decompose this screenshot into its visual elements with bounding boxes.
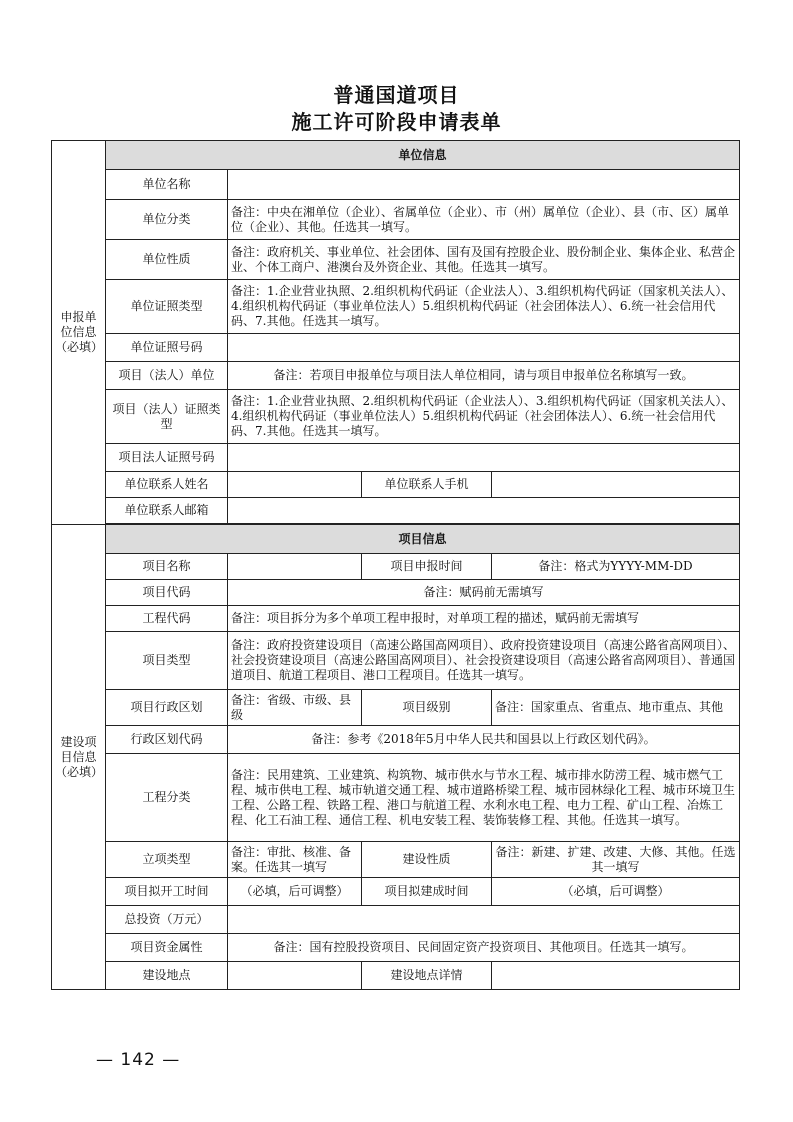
contact-email-label: 单位联系人邮箱: [106, 498, 228, 524]
unit-name-label: 单位名称: [106, 170, 228, 200]
finish-time-field[interactable]: （必填，后可调整）: [492, 878, 740, 906]
eng-class-field[interactable]: 备注：民用建筑、工业建筑、构筑物、城市供水与节水工程、城市排水防涝工程、城市燃气工程、城市供电工程、城市轨道交通工程、城市道路桥梁工程、城市园林绿化工程、城市环境卫生工程、公路工程、铁路工程、港口与航道工程、水利水电工程、电力工程、矿山工程、冶炼工程、化工石油工程、通信工程、机电安装工程、装饰装修工程、其他。任选其一填写。: [228, 754, 740, 842]
legal-cert-no-field[interactable]: [228, 444, 740, 472]
admin-code-field[interactable]: 备注：参考《2018年5月中华人民共和国县以上行政区划代码》。: [228, 726, 740, 754]
admin-code-label: 行政区划代码: [106, 726, 228, 754]
document-title-line1: 普通国道项目: [333, 83, 460, 107]
contact-email-field[interactable]: [228, 498, 740, 524]
fund-attr-label: 项目资金属性: [106, 934, 228, 962]
project-side-label: 建设项目信息（必填）: [52, 525, 106, 990]
contact-name-label: 单位联系人姓名: [106, 472, 228, 498]
eng-code-field[interactable]: 备注：项目拆分为多个单项工程申报时，对单项工程的描述，赋码前无需填写: [228, 606, 740, 632]
application-form-table: [51, 140, 740, 990]
contact-name-field[interactable]: [228, 472, 362, 498]
page-number: — 142 —: [96, 1050, 181, 1070]
unit-nature-field[interactable]: 备注：政府机关、事业单位、社会团体、国有及国有控股企业、股份制企业、集体企业、私营企业、个体工商户、港澳台及外资企业、其他。任选其一填写。: [228, 240, 740, 280]
unit-cert-type-field[interactable]: 备注：1.企业营业执照、2.组织机构代码证（企业法人）、3.组织机构代码证（国家机关法人）、4.组织机构代码证（事业单位法人）5.组织机构代码证（社会团体法人）、6.统一社会信用代码、7.其他。任选其一填写。: [228, 280, 740, 334]
unit-category-label: 单位分类: [106, 200, 228, 240]
unit-cert-no-label: 单位证照号码: [106, 334, 228, 362]
start-time-label: 项目拟开工时间: [106, 878, 228, 906]
investment-label: 总投资（万元）: [106, 906, 228, 934]
contact-phone-label: 单位联系人手机: [362, 472, 492, 498]
unit-name-field[interactable]: [228, 170, 740, 200]
unit-cert-no-field[interactable]: [228, 334, 740, 362]
finish-time-label: 项目拟建成时间: [362, 878, 492, 906]
site-detail-field[interactable]: [492, 962, 740, 990]
project-name-field[interactable]: [228, 554, 362, 580]
admin-div-field[interactable]: 备注：省级、市级、县级: [228, 690, 362, 726]
site-field[interactable]: [228, 962, 362, 990]
project-code-label: 项目代码: [106, 580, 228, 606]
investment-field[interactable]: [228, 906, 740, 934]
build-nature-label: 建设性质: [362, 842, 492, 878]
build-nature-field[interactable]: 备注：新建、扩建、改建、大修、其他。任选其一填写: [492, 842, 740, 878]
admin-div-label: 项目行政区划: [106, 690, 228, 726]
eng-class-label: 工程分类: [106, 754, 228, 842]
start-time-field[interactable]: （必填，后可调整）: [228, 878, 362, 906]
apply-time-field[interactable]: 备注：格式为YYYY-MM-DD: [492, 554, 740, 580]
project-level-label: 项目级别: [362, 690, 492, 726]
project-level-field[interactable]: 备注：国家重点、省重点、地市重点、其他: [492, 690, 740, 726]
project-type-field[interactable]: 备注：政府投资建设项目（高速公路国高网项目）、政府投资建设项目（高速公路省高网项目）、社会投资建设项目（高速公路国高网项目）、社会投资建设项目（高速公路省高网项目）、普通国道项目、航道工程项目、港口工程项目。任选其一填写。: [228, 632, 740, 690]
approval-type-field[interactable]: 备注：审批、核准、备案。任选其一填写: [228, 842, 362, 878]
site-detail-label: 建设地点详情: [362, 962, 492, 990]
fund-attr-field[interactable]: 备注：国有控股投资项目、民间固定资产投资项目、其他项目。任选其一填写。: [228, 934, 740, 962]
unit-nature-label: 单位性质: [106, 240, 228, 280]
unit-cert-type-label: 单位证照类型: [106, 280, 228, 334]
contact-phone-field[interactable]: [492, 472, 740, 498]
legal-cert-no-label: 项目法人证照号码: [106, 444, 228, 472]
unit-section-header: 单位信息: [106, 141, 740, 170]
project-type-label: 项目类型: [106, 632, 228, 690]
eng-code-label: 工程代码: [106, 606, 228, 632]
site-label: 建设地点: [106, 962, 228, 990]
project-name-label: 项目名称: [106, 554, 228, 580]
approval-type-label: 立项类型: [106, 842, 228, 878]
unit-side-label: 申报单位信息（必填）: [52, 141, 106, 525]
legal-cert-type-field[interactable]: 备注：1.企业营业执照、2.组织机构代码证（企业法人）、3.组织机构代码证（国家机关法人）、4.组织机构代码证（事业单位法人）5.组织机构代码证（社会团体法人）、6.统一社会信用代码、7.其他。任选其一填写。: [228, 390, 740, 444]
document-title-line2: 施工许可阶段申请表单: [291, 110, 502, 134]
legal-unit-label: 项目（法人）单位: [106, 362, 228, 390]
project-code-field[interactable]: 备注：赋码前无需填写: [228, 580, 740, 606]
unit-category-field[interactable]: 备注：中央在湘单位（企业）、省属单位（企业）、市（州）属单位（企业）、县（市、区）属单位（企业）、其他。任选其一填写。: [228, 200, 740, 240]
legal-cert-type-label: 项目（法人）证照类型: [106, 390, 228, 444]
legal-unit-field[interactable]: 备注：若项目申报单位与项目法人单位相同，请与项目申报单位名称填写一致。: [228, 362, 740, 390]
apply-time-label: 项目申报时间: [362, 554, 492, 580]
project-section-header: 项目信息: [106, 525, 740, 554]
